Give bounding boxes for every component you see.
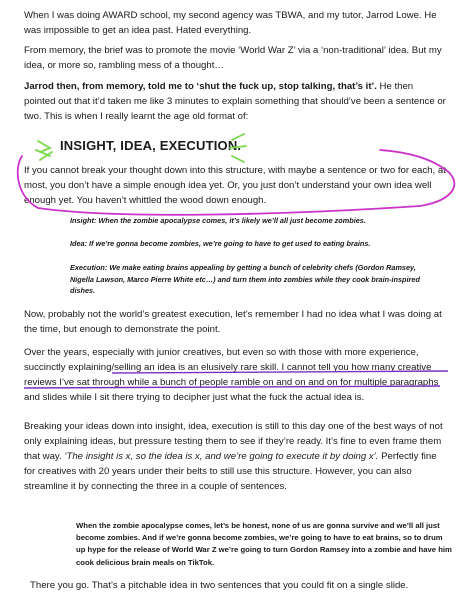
years-start: Over the years, especially with junior creatives, but even so with those with more experience, bbox=[24, 347, 419, 358]
breaking-end: Perfectly fine for creatives with 20 years under their belts to still use this structure. However, you can also streamline it by connecting the three in a couple of sentences. bbox=[24, 451, 437, 492]
paragraph-jarrod bbox=[24, 79, 446, 124]
paragraph-brief: From memory, the brief was to promote the movie ‘World War Z’ via a ‘non-traditional’ idea. But my idea, or more so, rambling mess of a thought… bbox=[24, 45, 442, 71]
quote-idea: Idea: If we’re gonna become zombies, we’re going to have to get used to eating brains. bbox=[70, 239, 371, 248]
years-end: and on for multiple paragraphs and slides while I sit there trying to decipher just what the fuck the actual idea is. bbox=[24, 377, 439, 403]
quote-combined-pitch: When the zombie apocalypse comes, let’s be honest, none of us are gonna survive and we’ll all just become zombies. And if we’re gonna become zombies, we’re going to have to eat brains, so to drum up hype for the release of World War Z we’re going to turn Gordon Ramsey into a zombie and have him cook delicious brain meals on TikTok. bbox=[76, 521, 452, 567]
paragraph-structure: If you cannot break your thought down into this structure, with maybe a sentence or two for each, at most, you don’t have a simple enough idea yet. Or, you just don’t understand your own idea well enough yet. You haven’t whittled the wood down enough. bbox=[24, 165, 446, 206]
paragraph-breaking-down bbox=[24, 419, 446, 494]
underlined-skill-text: succinctly explaining/selling an idea is an elusively rare skill. I cannot tell you how many creative reviews I’ve sat through while a bunch of people ramble on and on bbox=[24, 362, 432, 388]
jarrod-rest: He then pointed out that it’d taken me like 3 minutes to explain something that should’ve been a sentence or two. This is when I really learnt the age old format of: bbox=[24, 81, 446, 122]
green-sparkle-left-icon bbox=[36, 141, 52, 160]
breaking-start: Breaking your ideas down into insight, idea, execution is still to this day one of the best ways of not only explaining ideas, but pressure testing them to see if they’re ready. It’s fine to even frame them that way. bbox=[24, 421, 443, 462]
paragraph-award-school: When I was doing AWARD school, my second agency was TBWA, and my tutor, Jarrod Lowe. He was impossible to get an idea past. Hated everything. bbox=[24, 10, 437, 36]
paragraph-not-greatest: Now, probably not the world’s greatest execution, let’s remember I had no idea what I was doing at the time, but enough to demonstrate the point. bbox=[24, 309, 442, 335]
paragraph-over-the-years bbox=[24, 345, 446, 405]
quote-insight: Insight: When the zombie apocalypse comes, it’s likely we’ll all just become zombies. bbox=[70, 216, 366, 225]
breaking-frame-italic: ‘The insight is x, so the idea is x, and we’re going to execute it by doing x’. bbox=[64, 451, 379, 462]
paragraph-conclusion: There you go. That’s a pitchable idea in two sentences that you could fit on a single slide. bbox=[30, 580, 409, 591]
quote-execution: Execution: We make eating brains appealing by getting a bunch of celebrity chefs (Gordon Ramsey, Nigella Lawson, Marco Pierre White etc…) and turn them into zombies while they cook brain-inspired dishes. bbox=[70, 263, 420, 295]
heading-insight-idea-execution: INSIGHT, IDEA, EXECUTION. bbox=[60, 138, 242, 153]
jarrod-quote: Jarrod then, from memory, told me to ‘shut the fuck up, stop talking, that’s it’. bbox=[24, 81, 377, 92]
